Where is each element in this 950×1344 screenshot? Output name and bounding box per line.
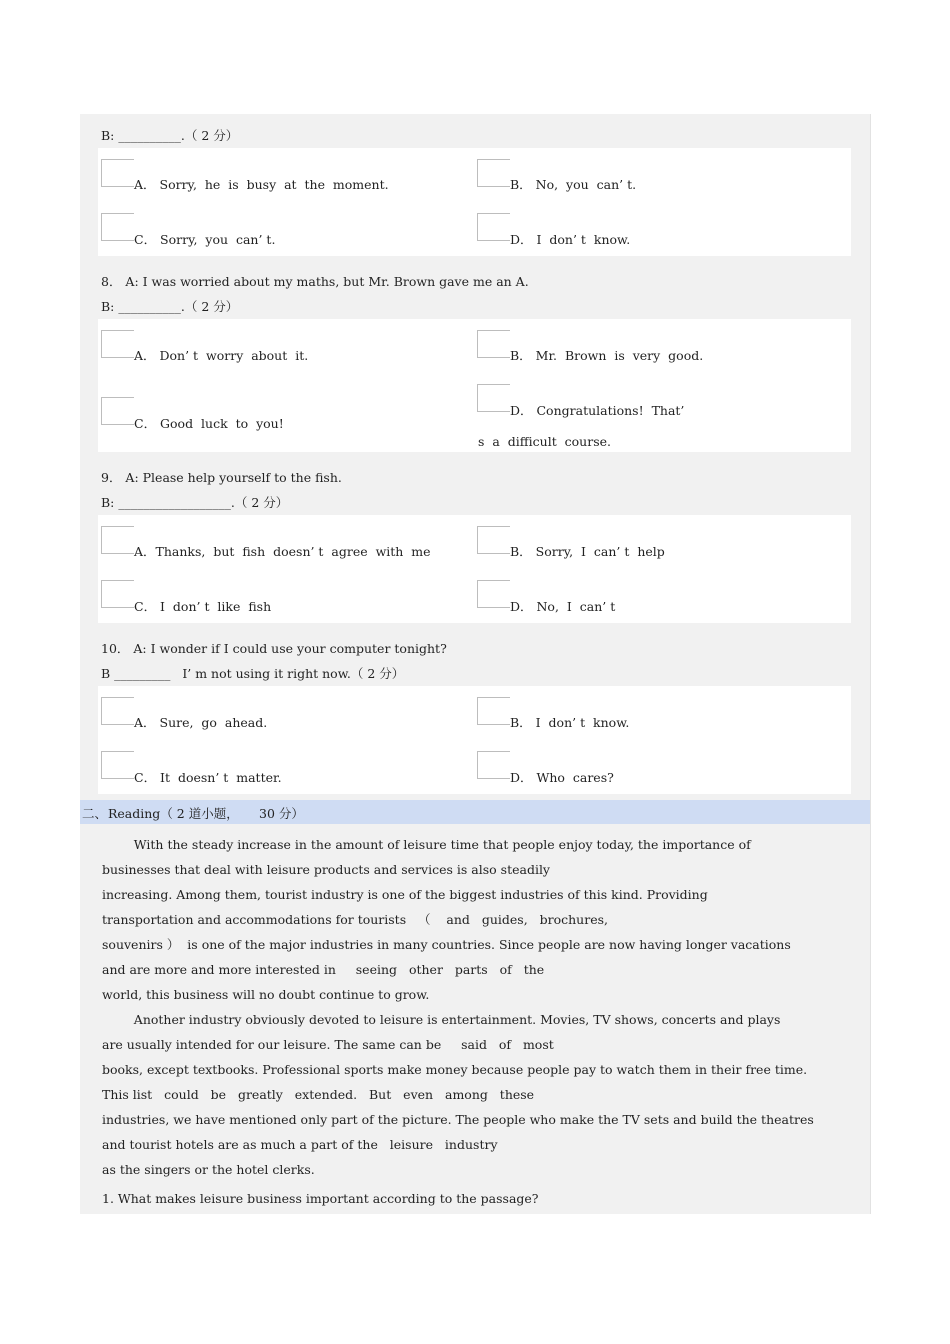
q8-option-b-checkbox[interactable] bbox=[477, 330, 510, 358]
q10-option-a[interactable]: A． Sure, go ahead. bbox=[134, 715, 268, 730]
q9-option-d-checkbox[interactable] bbox=[477, 580, 510, 608]
q8-option-b[interactable]: B． Mr. Brown is very good. bbox=[510, 348, 704, 363]
passage-line: With the steady increase in the amount of leisure time that people enjoy today, the importance of bbox=[102, 837, 751, 852]
q8-b-line: B: __________.（ 2 分） bbox=[101, 299, 239, 314]
passage-line: transportation and accommodations for tourists （ and guides, brochures, bbox=[102, 912, 608, 927]
q9-option-b[interactable]: B． Sorry, I can’ t help bbox=[510, 544, 665, 559]
q8-option-d[interactable]: D． Congratulations! That’ bbox=[510, 403, 685, 418]
q7-option-a[interactable]: A． Sorry, he is busy at the moment. bbox=[134, 177, 389, 192]
reading-section-header bbox=[80, 800, 870, 824]
q10-option-d-checkbox[interactable] bbox=[477, 751, 510, 779]
q10-option-c-checkbox[interactable] bbox=[101, 751, 134, 779]
q9-option-c-checkbox[interactable] bbox=[101, 580, 134, 608]
q7-option-b-checkbox[interactable] bbox=[477, 159, 510, 187]
q9-option-c[interactable]: C． I don’ t like fish bbox=[134, 599, 272, 614]
q8-a-line: 8． A: I was worried about my maths, but Mr. Brown gave me an A. bbox=[101, 274, 529, 289]
q7-option-a-checkbox[interactable] bbox=[101, 159, 134, 187]
section-title: Reading（ 2 道小题， bbox=[108, 806, 239, 821]
q8-option-c-checkbox[interactable] bbox=[101, 397, 134, 425]
q8-option-a[interactable]: A． Don’ t worry about it. bbox=[134, 348, 309, 363]
q8-option-d-continued[interactable]: s a difficult course. bbox=[478, 434, 611, 449]
passage-line: as the singers or the hotel clerks. bbox=[102, 1162, 315, 1177]
passage-line: world, this business will no doubt continue to grow. bbox=[102, 987, 430, 1002]
passage-line: and are more and more interested in seeing other parts of the bbox=[102, 962, 545, 977]
passage-line: increasing. Among them, tourist industry is one of the biggest industries of this kind. Providing bbox=[102, 887, 708, 902]
q10-option-b[interactable]: B． I don’ t know. bbox=[510, 715, 630, 730]
q10-option-a-checkbox[interactable] bbox=[101, 697, 134, 725]
q7-option-d-checkbox[interactable] bbox=[477, 213, 510, 241]
q8-option-a-checkbox[interactable] bbox=[101, 330, 134, 358]
q7-options bbox=[98, 148, 851, 256]
document-page bbox=[80, 114, 871, 1214]
q10-b-line: B _________ I’ m not using it right now.（ 2 分） bbox=[101, 666, 405, 681]
q9-a-line: 9． A: Please help yourself to the fish. bbox=[101, 470, 342, 485]
passage-line: Another industry obviously devoted to leisure is entertainment. Movies, TV shows, concerts and plays bbox=[102, 1012, 781, 1027]
passage-line: This list could be greatly extended. But even among these bbox=[102, 1087, 535, 1102]
q8-options bbox=[98, 319, 851, 452]
q9-option-a[interactable]: A．Thanks, but fish doesn’ t agree with me bbox=[134, 544, 431, 559]
q10-options bbox=[98, 686, 851, 794]
q7-option-d[interactable]: D． I don’ t know. bbox=[510, 232, 631, 247]
q7-option-c[interactable]: C． Sorry, you can’ t. bbox=[134, 232, 276, 247]
q9-option-b-checkbox[interactable] bbox=[477, 526, 510, 554]
q9-option-a-checkbox[interactable] bbox=[101, 526, 134, 554]
q10-option-b-checkbox[interactable] bbox=[477, 697, 510, 725]
q8-option-c[interactable]: C． Good luck to you! bbox=[134, 416, 284, 431]
q9-b-line: B: __________________.（ 2 分） bbox=[101, 495, 289, 510]
q10-option-d[interactable]: D． Who cares? bbox=[510, 770, 614, 785]
q10-option-c[interactable]: C． It doesn’ t matter. bbox=[134, 770, 282, 785]
question-1: 1. What makes leisure business important according to the passage? bbox=[102, 1191, 539, 1206]
section-number: 二、 bbox=[82, 806, 108, 821]
section-points: 30 分） bbox=[259, 806, 304, 821]
q7-b-line: B: __________.（ 2 分） bbox=[101, 128, 239, 143]
passage-line: books, except textbooks. Professional sports make money because people pay to watch them in their free time. bbox=[102, 1062, 808, 1077]
passage-line: are usually intended for our leisure. The same can be said of most bbox=[102, 1037, 554, 1052]
passage-line: businesses that deal with leisure products and services is also steadily bbox=[102, 862, 550, 877]
q7-option-b[interactable]: B． No, you can’ t. bbox=[510, 177, 637, 192]
passage-line: industries, we have mentioned only part of the picture. The people who make the TV sets and build the theatres bbox=[102, 1112, 814, 1127]
q8-option-d-checkbox[interactable] bbox=[477, 384, 510, 412]
q9-options bbox=[98, 515, 851, 623]
passage-line: and tourist hotels are as much a part of the leisure industry bbox=[102, 1137, 498, 1152]
q10-a-line: 10． A: I wonder if I could use your computer tonight? bbox=[101, 641, 447, 656]
q7-option-c-checkbox[interactable] bbox=[101, 213, 134, 241]
q9-option-d[interactable]: D． No, I can’ t bbox=[510, 599, 616, 614]
passage-line: souvenirs ） is one of the major industries in many countries. Since people are now having longer vacations bbox=[102, 937, 791, 952]
